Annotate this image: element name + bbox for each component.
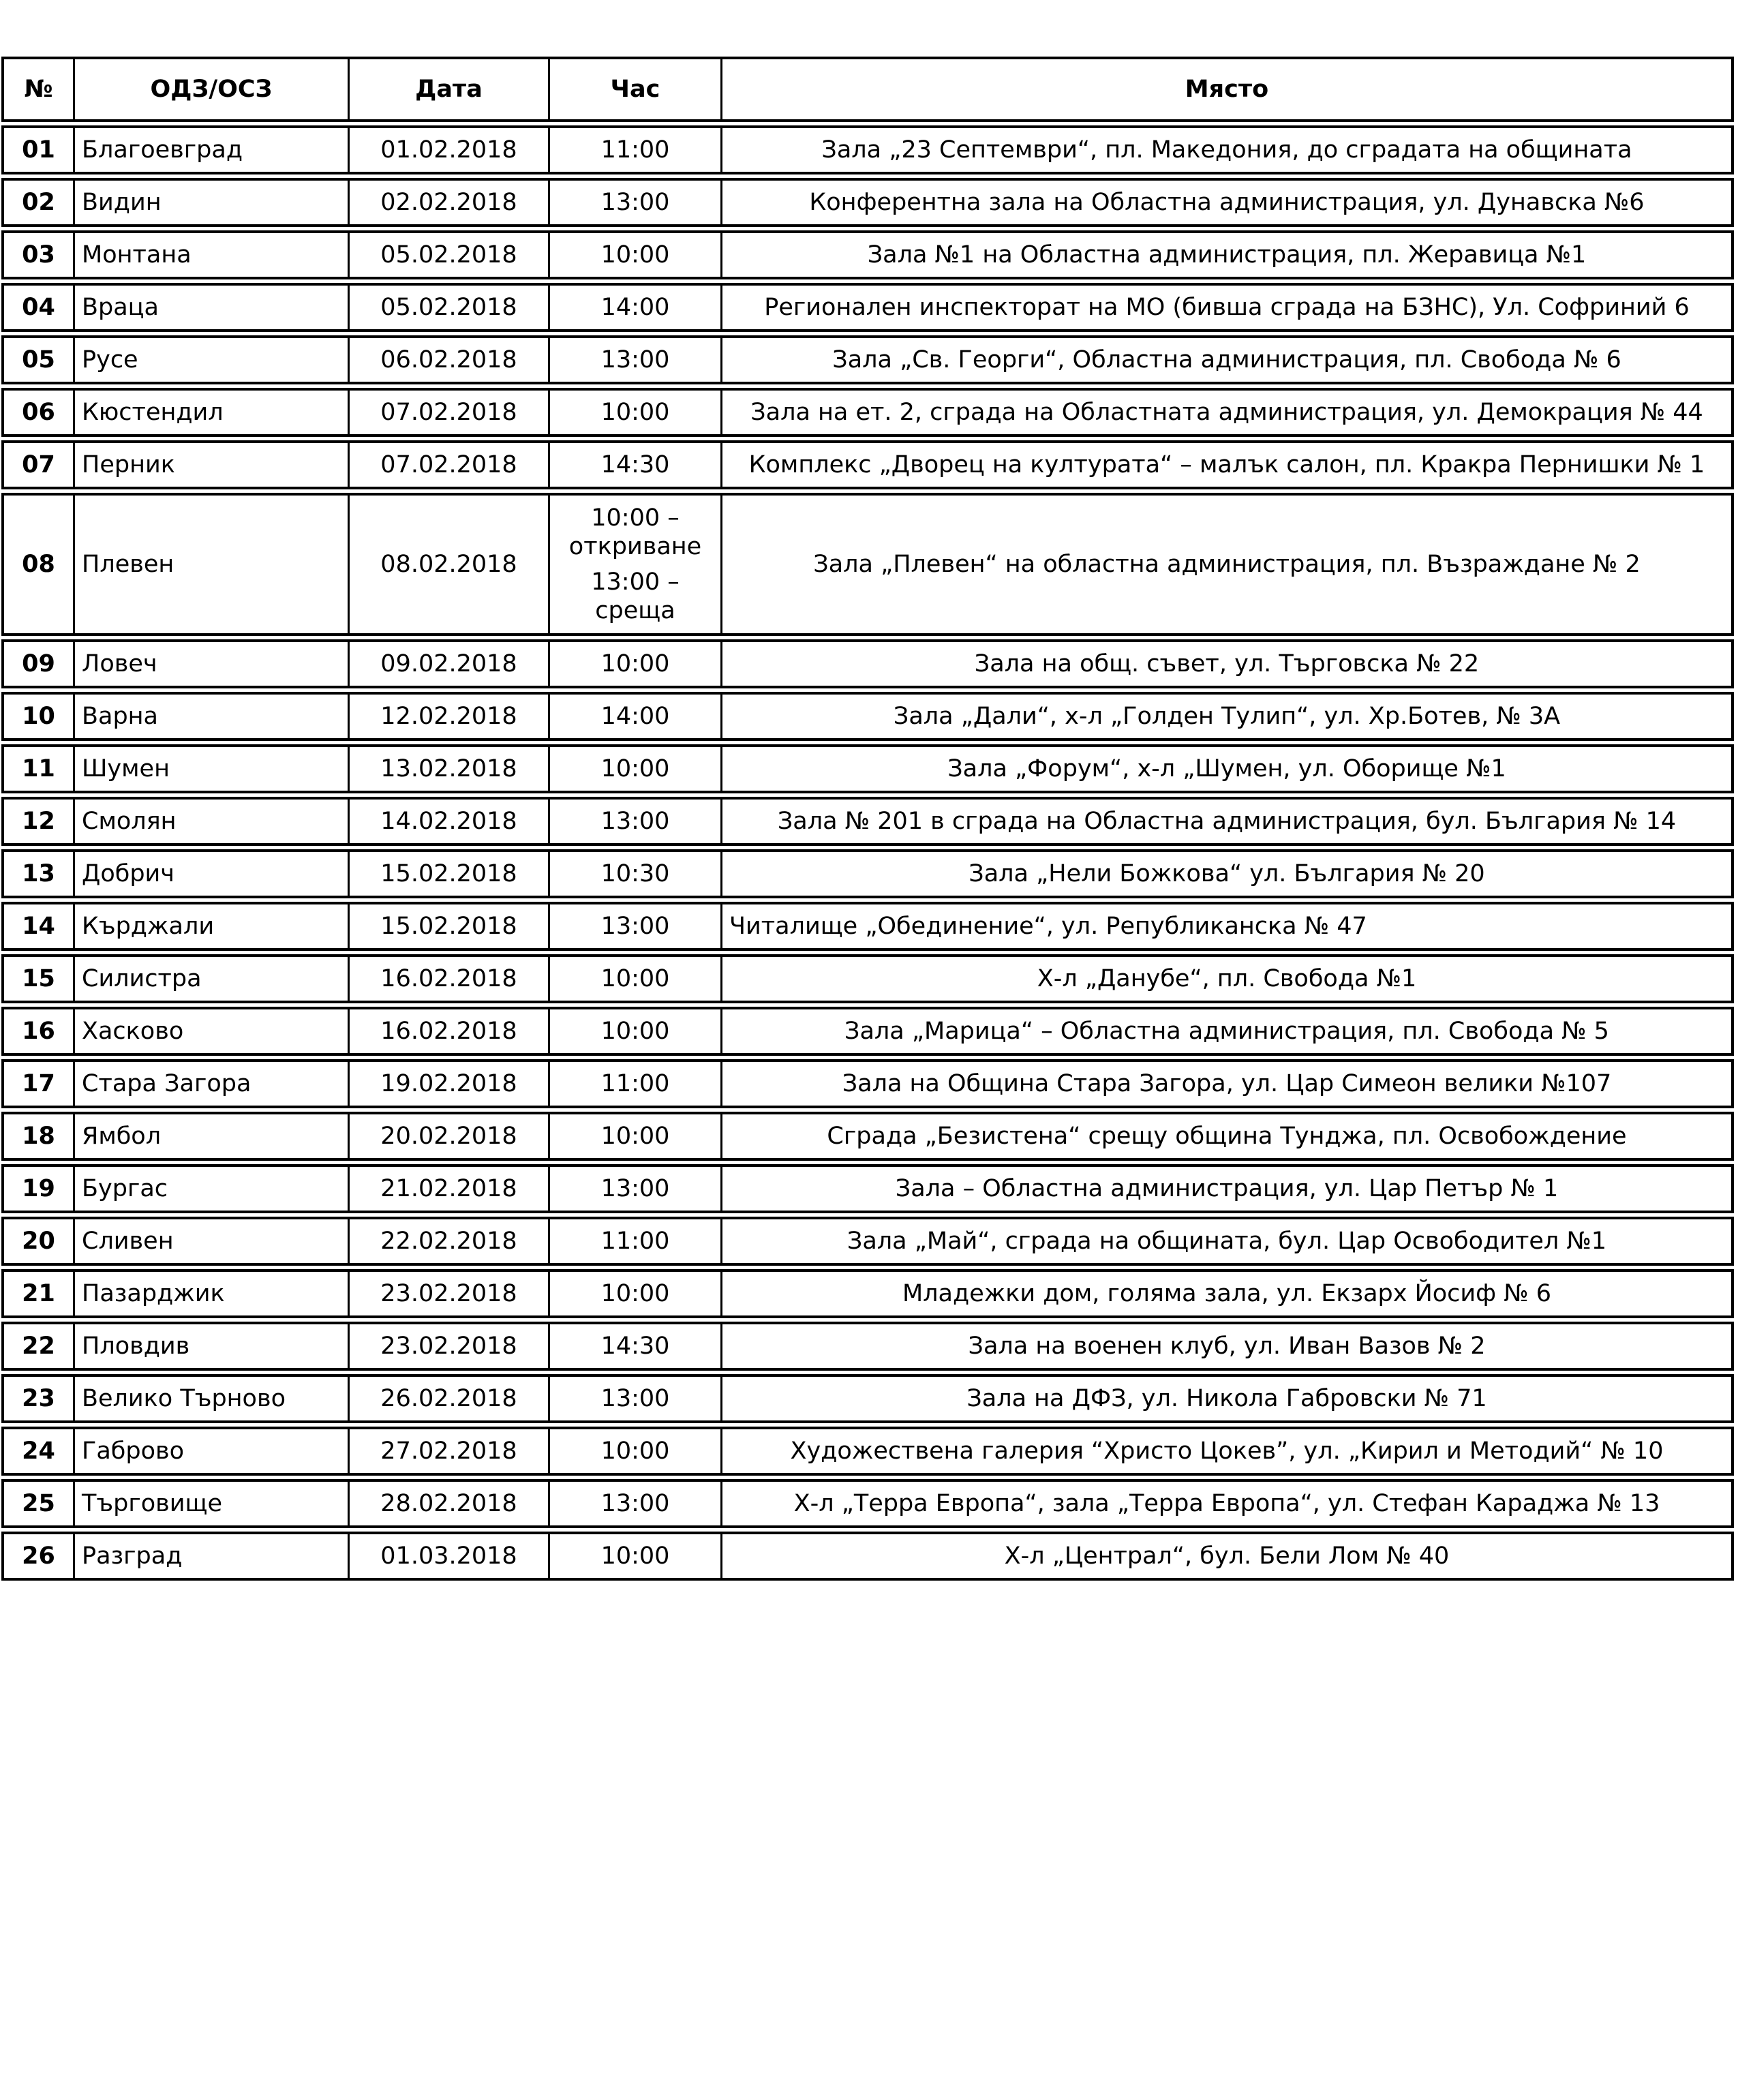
district-name: Перник: [75, 440, 350, 489]
table-row: [1, 335, 1734, 384]
row-number: 21: [1, 1269, 75, 1318]
meeting-place: Зала „Дали“, х-л „Голден Тулип“, ул. Хр.Ботев, № 3А: [722, 692, 1734, 741]
header-hour: Час: [550, 57, 722, 122]
meeting-date: 26.02.2018: [350, 1374, 550, 1423]
meeting-date: 01.03.2018: [350, 1532, 550, 1581]
meeting-place: Х-л „Терра Европа“, зала „Терра Европа“, ул. Стефан Караджа № 13: [722, 1479, 1734, 1528]
header-place: Място: [722, 57, 1734, 122]
meeting-place: Х-л „Централ“, бул. Бели Лом № 40: [722, 1532, 1734, 1581]
table-row: [1, 1217, 1734, 1266]
row-number: 03: [1, 230, 75, 279]
meeting-place: Младежки дом, голяма зала, ул. Екзарх Йосиф № 6: [722, 1269, 1734, 1318]
district-name: Кюстендил: [75, 388, 350, 437]
meeting-place: Зала на ДФЗ, ул. Никола Габровски № 71: [722, 1374, 1734, 1423]
row-number: 08: [1, 493, 75, 636]
district-name: Варна: [75, 692, 350, 741]
district-name: Хасково: [75, 1007, 350, 1056]
district-name: Пазарджик: [75, 1269, 350, 1318]
district-name: Пловдив: [75, 1322, 350, 1371]
meeting-hour: 10:00 – откриване: [568, 504, 702, 560]
meeting-hour: 13:00: [600, 913, 670, 940]
meeting-hour-cell: [550, 1164, 722, 1213]
meeting-hour: 13:00 – среща: [591, 568, 680, 624]
row-number: 11: [1, 744, 75, 793]
meeting-place: Зала №1 на Областна администрация, пл. Жеравица №1: [722, 230, 1734, 279]
meeting-hour-cell: [550, 1427, 722, 1476]
table-row: [1, 1269, 1734, 1318]
meeting-hour-cell: [550, 1322, 722, 1371]
meeting-place: Зала „Нели Божкова“ ул. България № 20: [722, 849, 1734, 898]
meeting-hour-cell: [550, 639, 722, 688]
meeting-date: 21.02.2018: [350, 1164, 550, 1213]
meeting-date: 12.02.2018: [350, 692, 550, 741]
meeting-hour: 10:00: [600, 399, 670, 426]
district-name: Враца: [75, 283, 350, 332]
table-row: [1, 1112, 1734, 1161]
meeting-date: 16.02.2018: [350, 954, 550, 1003]
table-row: [1, 1532, 1734, 1581]
district-name: Ловеч: [75, 639, 350, 688]
meeting-hour-cell: [550, 230, 722, 279]
meeting-hour-cell: [550, 1059, 722, 1108]
district-name: Габрово: [75, 1427, 350, 1476]
meeting-hour-cell: [550, 692, 722, 741]
meeting-hour-cell: [550, 283, 722, 332]
meeting-hour: 14:30: [600, 1333, 670, 1360]
row-number: 10: [1, 692, 75, 741]
meeting-hour: 11:00: [600, 136, 670, 164]
table-row: [1, 1479, 1734, 1528]
row-number: 13: [1, 849, 75, 898]
header-date: Дата: [350, 57, 550, 122]
row-number: 06: [1, 388, 75, 437]
table-row: [1, 744, 1734, 793]
meeting-hour-cell: [550, 1374, 722, 1423]
meeting-place: Зала „Май“, сграда на общината, бул. Цар Освободител №1: [722, 1217, 1734, 1266]
meeting-hour-cell: [550, 954, 722, 1003]
meeting-place: Зала на Община Стара Загора, ул. Цар Симеон велики №107: [722, 1059, 1734, 1108]
district-name: Стара Загора: [75, 1059, 350, 1108]
table-row: [1, 178, 1734, 227]
meeting-date: 14.02.2018: [350, 797, 550, 846]
meeting-hour-cell: [550, 440, 722, 489]
header-district: ОДЗ/ОСЗ: [75, 57, 350, 122]
meeting-date: 13.02.2018: [350, 744, 550, 793]
row-number: 09: [1, 639, 75, 688]
meeting-hour: 10:00: [600, 1280, 670, 1307]
table-row: [1, 1059, 1734, 1108]
meeting-hour: 14:00: [600, 703, 670, 730]
table-row: [1, 954, 1734, 1003]
header-number: №: [1, 57, 75, 122]
meeting-hour: 10:00: [600, 1123, 670, 1150]
meeting-hour: 14:30: [600, 451, 670, 478]
district-name: Бургас: [75, 1164, 350, 1213]
table-row: [1, 1007, 1734, 1056]
meeting-place: Зала на ет. 2, сграда на Областната администрация, ул. Демокрация № 44: [722, 388, 1734, 437]
meeting-date: 07.02.2018: [350, 440, 550, 489]
meeting-hour-cell: [550, 1479, 722, 1528]
meeting-hour-cell: [550, 493, 722, 636]
row-number: 26: [1, 1532, 75, 1581]
row-number: 14: [1, 902, 75, 951]
district-name: Добрич: [75, 849, 350, 898]
table-row: [1, 125, 1734, 174]
meeting-date: 06.02.2018: [350, 335, 550, 384]
meeting-place: Зала „Св. Георги“, Областна администрация, пл. Свобода № 6: [722, 335, 1734, 384]
table-row: [1, 1322, 1734, 1371]
district-name: Разград: [75, 1532, 350, 1581]
meeting-place: Зала „23 Септември“, пл. Македония, до сградата на общината: [722, 125, 1734, 174]
meeting-hour-cell: [550, 125, 722, 174]
meeting-date: 05.02.2018: [350, 230, 550, 279]
meeting-hour: 13:00: [600, 808, 670, 835]
district-name: Благоевград: [75, 125, 350, 174]
row-number: 12: [1, 797, 75, 846]
row-number: 19: [1, 1164, 75, 1213]
row-number: 04: [1, 283, 75, 332]
table-row: [1, 388, 1734, 437]
meeting-hour: 10:30: [600, 860, 670, 887]
row-number: 01: [1, 125, 75, 174]
meeting-date: 09.02.2018: [350, 639, 550, 688]
row-number: 20: [1, 1217, 75, 1266]
table-row: [1, 902, 1734, 951]
meeting-hour-cell: [550, 849, 722, 898]
district-name: Плевен: [75, 493, 350, 636]
row-number: 07: [1, 440, 75, 489]
row-number: 15: [1, 954, 75, 1003]
meeting-hour-cell: [550, 1007, 722, 1056]
table-row: [1, 440, 1734, 489]
district-name: Монтана: [75, 230, 350, 279]
meeting-hour: 10:00: [600, 755, 670, 782]
meeting-place: Сграда „Безистена“ срещу община Тунджа, пл. Освобождение: [722, 1112, 1734, 1161]
district-name: Търговище: [75, 1479, 350, 1528]
meeting-date: 23.02.2018: [350, 1322, 550, 1371]
meeting-hour-cell: [550, 1217, 722, 1266]
district-name: Кърджали: [75, 902, 350, 951]
meeting-hour: 10:00: [600, 1437, 670, 1465]
meeting-hour-cell: [550, 388, 722, 437]
row-number: 25: [1, 1479, 75, 1528]
table-row: [1, 692, 1734, 741]
meeting-hour: 10:00: [600, 1018, 670, 1045]
meeting-date: 27.02.2018: [350, 1427, 550, 1476]
meeting-date: 02.02.2018: [350, 178, 550, 227]
meeting-hour-cell: [550, 178, 722, 227]
meeting-place: Зала на общ. съвет, ул. Търговска № 22: [722, 639, 1734, 688]
district-name: Сливен: [75, 1217, 350, 1266]
meeting-place: Зала „Плевен“ на областна администрация, пл. Възраждане № 2: [722, 493, 1734, 636]
meeting-date: 07.02.2018: [350, 388, 550, 437]
table-row: [1, 639, 1734, 688]
meeting-place: Х-л „Данубе“, пл. Свобода №1: [722, 954, 1734, 1003]
meeting-hour-cell: [550, 1269, 722, 1318]
meeting-place: Комплекс „Дворец на културата“ – малък салон, пл. Кракра Пернишки № 1: [722, 440, 1734, 489]
meeting-date: 05.02.2018: [350, 283, 550, 332]
district-name: Силистра: [75, 954, 350, 1003]
meeting-place: Зала „Марица“ – Областна администрация, пл. Свобода № 5: [722, 1007, 1734, 1056]
meeting-date: 15.02.2018: [350, 849, 550, 898]
schedule-table: [1, 53, 1734, 1584]
table-row: [1, 230, 1734, 279]
table-row: [1, 1427, 1734, 1476]
district-name: Смолян: [75, 797, 350, 846]
table-row: [1, 797, 1734, 846]
row-number: 23: [1, 1374, 75, 1423]
meeting-hour: 13:00: [600, 1385, 670, 1412]
meeting-hour: 11:00: [600, 1070, 670, 1097]
meeting-hour: 10:00: [600, 1542, 670, 1570]
meeting-hour: 11:00: [600, 1228, 670, 1255]
meeting-hour: 13:00: [600, 346, 670, 374]
meeting-hour: 10:00: [600, 241, 670, 269]
table-header-row: [1, 57, 1734, 122]
meeting-date: 23.02.2018: [350, 1269, 550, 1318]
row-number: 16: [1, 1007, 75, 1056]
row-number: 05: [1, 335, 75, 384]
meeting-hour: 13:00: [600, 1175, 670, 1202]
meeting-hour-cell: [550, 797, 722, 846]
table-row: [1, 283, 1734, 332]
meeting-place: Зала – Областна администрация, ул. Цар Петър № 1: [722, 1164, 1734, 1213]
meeting-hour: 13:00: [600, 1490, 670, 1517]
meeting-place: Художествена галерия “Христо Цокев”, ул. „Кирил и Методий“ № 10: [722, 1427, 1734, 1476]
meeting-date: 20.02.2018: [350, 1112, 550, 1161]
meeting-hour-cell: [550, 335, 722, 384]
meeting-hour-cell: [550, 902, 722, 951]
district-name: Ямбол: [75, 1112, 350, 1161]
meeting-place: Читалище „Обединение“, ул. Републиканска № 47: [722, 902, 1734, 951]
table-row: [1, 1374, 1734, 1423]
row-number: 24: [1, 1427, 75, 1476]
meeting-hour: 13:00: [600, 189, 670, 216]
meeting-place: Зала № 201 в сграда на Областна администрация, бул. България № 14: [722, 797, 1734, 846]
meeting-place: Зала на военен клуб, ул. Иван Вазов № 2: [722, 1322, 1734, 1371]
meeting-hour-cell: [550, 1112, 722, 1161]
meeting-hour: 14:00: [600, 294, 670, 321]
meeting-hour: 10:00: [600, 650, 670, 678]
table-row: [1, 493, 1734, 636]
table-body: [1, 125, 1734, 1581]
meeting-date: 08.02.2018: [350, 493, 550, 636]
row-number: 02: [1, 178, 75, 227]
meeting-hour-cell: [550, 744, 722, 793]
row-number: 22: [1, 1322, 75, 1371]
meeting-date: 19.02.2018: [350, 1059, 550, 1108]
meeting-place: Регионален инспекторат на МО (бивша сграда на БЗНС), Ул. Софриний 6: [722, 283, 1734, 332]
meeting-date: 28.02.2018: [350, 1479, 550, 1528]
table-row: [1, 849, 1734, 898]
meeting-date: 15.02.2018: [350, 902, 550, 951]
row-number: 18: [1, 1112, 75, 1161]
district-name: Русе: [75, 335, 350, 384]
table-row: [1, 1164, 1734, 1213]
district-name: Велико Търново: [75, 1374, 350, 1423]
district-name: Шумен: [75, 744, 350, 793]
meeting-place: Конферентна зала на Областна администрация, ул. Дунавска №6: [722, 178, 1734, 227]
meeting-hour: 10:00: [600, 965, 670, 992]
meeting-date: 22.02.2018: [350, 1217, 550, 1266]
meeting-date: 01.02.2018: [350, 125, 550, 174]
meeting-hour-cell: [550, 1532, 722, 1581]
meeting-date: 16.02.2018: [350, 1007, 550, 1056]
meeting-place: Зала „Форум“, х-л „Шумен, ул. Оборище №1: [722, 744, 1734, 793]
district-name: Видин: [75, 178, 350, 227]
row-number: 17: [1, 1059, 75, 1108]
